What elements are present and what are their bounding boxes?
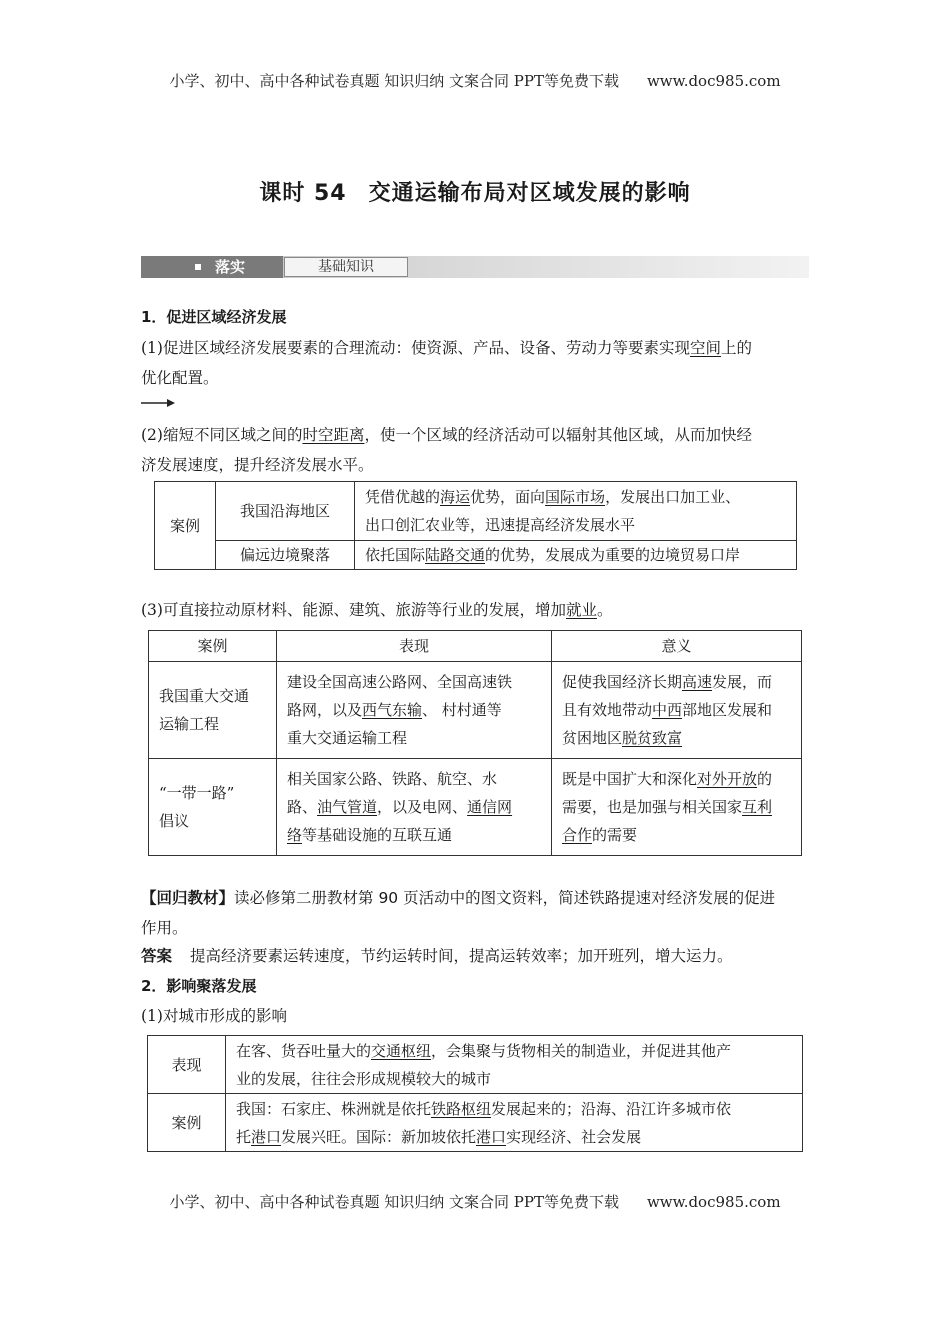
arrow-icon xyxy=(141,397,175,409)
lesson-number: 课时 54 xyxy=(259,181,347,206)
lesson-name: 交通运输布局对区域发展的影响 xyxy=(368,181,691,206)
page-header xyxy=(0,70,950,91)
table-cell: 我国重大交通 运输工程 xyxy=(149,662,277,759)
banner-right: 基础知识 xyxy=(284,257,408,277)
table-cell: 既是中国扩大和深化对外开放的 需要，也是加强与相关国家互利 合作的需要 xyxy=(552,759,802,856)
city-table xyxy=(147,1035,803,1152)
table-cell: 案例 xyxy=(148,1094,226,1152)
table-header: 意义 xyxy=(552,631,802,662)
section1-para3: (3)可直接拉动原材料、能源、建筑、旅游等行业的发展，增加就业。 xyxy=(141,601,613,619)
footer-url[interactable]: www.doc985.com xyxy=(646,1193,781,1211)
banner-left xyxy=(141,256,283,278)
section-banner xyxy=(141,256,809,278)
section2-heading: 2．影响聚落发展 xyxy=(141,977,257,995)
section1-para1: (1)促进区域经济发展要素的合理流动：使资源、产品、设备、劳动力等要素实现空间上的 优化配置。 xyxy=(141,339,752,387)
review-tag: 【回归教材】 xyxy=(141,889,235,907)
footer-text: 小学、初中、高中各种试卷真题 知识归纳 文案合同 PPT等免费下载 xyxy=(169,1193,619,1211)
table-cell: 依托国际陆路交通的优势，发展成为重要的边境贸易口岸 xyxy=(355,541,797,570)
header-url[interactable]: www.doc985.com xyxy=(646,72,781,90)
table-cell: 相关国家公路、铁路、航空、水 路、油气管道，以及电网、通信网 络等基础设施的互联互通 xyxy=(277,759,552,856)
table-cell: “一带一路” 倡议 xyxy=(149,759,277,856)
header-text: 小学、初中、高中各种试卷真题 知识归纳 文案合同 PPT等免费下载 xyxy=(169,72,619,90)
case-table-1 xyxy=(154,481,797,570)
table-cell: 凭借优越的海运优势，面向国际市场，发展出口加工业、 出口创汇农业等，迅速提高经济发展水平 xyxy=(355,482,797,541)
table-header: 案例 xyxy=(149,631,277,662)
table-cell: 我国沿海地区 xyxy=(216,482,355,541)
page-title xyxy=(0,176,950,207)
section2-sub: (1)对城市形成的影响 xyxy=(141,1007,287,1025)
review-answer: 答案 提高经济要素运转速度，节约运转时间，提高运转效率；加开班列，增大运力。 xyxy=(141,947,733,965)
banner-left-label: 落实 xyxy=(215,258,246,276)
table-cell: 偏远边境聚落 xyxy=(216,541,355,570)
table-cell: 建设全国高速公路网、全国高速铁 路网，以及西气东输、 村村通等 重大交通运输工程 xyxy=(277,662,552,759)
review-question: 【回归教材】读必修第二册教材第 90 页活动中的图文资料，简述铁路提速对经济发展的促进 作用。 xyxy=(141,889,776,937)
table-cell: 促使我国经济长期高速发展，而 且有效地带动中西部地区发展和 贫困地区脱贫致富 xyxy=(552,662,802,759)
table-header: 表现 xyxy=(277,631,552,662)
case-table-2 xyxy=(148,630,802,856)
table-cell: 我国：石家庄、株洲就是依托铁路枢纽发展起来的；沿海、沿江许多城市依 托港口发展兴旺。国际：新加坡依托港口实现经济、社会发展 xyxy=(226,1094,803,1152)
section1-para2: (2)缩短不同区域之间的时空距离，使一个区域的经济活动可以辐射其他区域，从而加快经 济发展速度，提升经济发展水平。 xyxy=(141,426,752,474)
table-cell: 在客、货吞吐量大的交通枢纽，会集聚与货物相关的制造业，并促进其他产 业的发展，往往会形成规模较大的城市 xyxy=(226,1036,803,1094)
answer-label: 答案 xyxy=(141,947,173,965)
page-footer xyxy=(0,1191,950,1212)
square-icon xyxy=(195,264,201,270)
table-cell: 表现 xyxy=(148,1036,226,1094)
section1-heading: 1．促进区域经济发展 xyxy=(141,308,287,326)
table-cell: 案例 xyxy=(155,482,216,570)
